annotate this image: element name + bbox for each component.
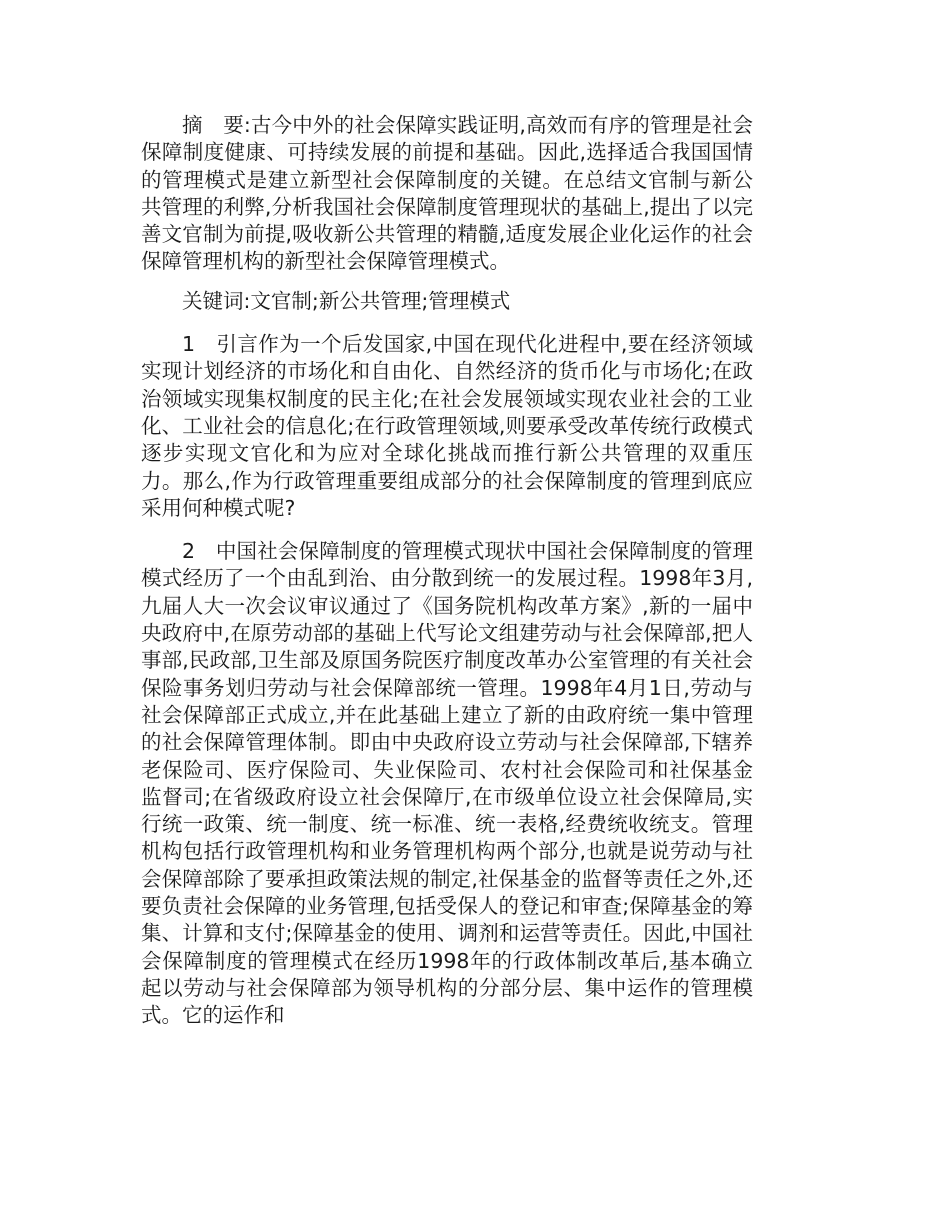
section-2-paragraph: 2 中国社会保障制度的管理模式现状中国社会保障制度的管理模式经历了一个由乱到治、由分散到统一的发展过程。1998年3月,九届人大一次会议审议通过了《国务院机构改革方案》,新的一届中央政府中,在原劳动部的基础上代写论文组建劳动与社会保障部,把人事部,民政部,卫生部及原国务院医疗制度改革办公室管理的有关社会保险事务划归劳动与社会保障部统一管理。1998年4月1日,劳动与社会保障部正式成立,并在此基础上建立了新的由政府统一集中管理的社会保障管理体制。即由中央政府设立劳动与社会保障部,下辖养老保险司、医疗保险司、失业保险司、农村社会保险司和社保基金监督司;在省级政府设立社会保障厅,在市级单位设立社会保障局,实行统一政策、统一制度、统一标准、统一表格,经费统收统支。管理机构包括行政管理机构和业务管理机构两个部分,也就是说劳动与社会保障部除了要承担政策法规的制定,社保基金的监督等责任之外,还要负责社会保障的业务管理,包括受保人的登记和审查;保障基金的筹集、计算和支付;保障基金的使用、调剂和运营等责任。因此,中国社会保障制度的管理模式在经历1998年的行政体制改革后,基本确立起以劳动与社会保障部为领导机构的分部分层、集中运作的管理模式。它的运作和 xyxy=(141,539,753,1028)
document-body xyxy=(141,112,753,1030)
section-1-paragraph: 1 引言作为一个后发国家,中国在现代化进程中,要在经济领域实现计划经济的市场化和自由化、自然经济的货币化与市场化;在政治领域实现集权制度的民主化;在社会发展领域实现农业社会的工业化、工业社会的信息化;在行政管理领域,则要承受改革传统行政模式逐步实现文官化和为应对全球化挑战而推行新公共管理的双重压力。那么,作为行政管理重要组成部分的社会保障制度的管理到底应采用何种模式呢? xyxy=(141,332,753,520)
keywords-paragraph: 关键词:文官制;新公共管理;管理模式 xyxy=(182,288,511,313)
abstract-paragraph: 摘 要:古今中外的社会保障实践证明,高效而有序的管理是社会保障制度健康、可持续发展的前提和基础。因此,选择适合我国国情的管理模式是建立新型社会保障制度的关键。在总结文官制与新公共管理的利弊,分析我国社会保障制度管理现状的基础上,提出了以完善文官制为前提,吸收新公共管理的精髓,适度发展企业化运作的社会保障管理机构的新型社会保障管理模式。 xyxy=(141,113,753,274)
